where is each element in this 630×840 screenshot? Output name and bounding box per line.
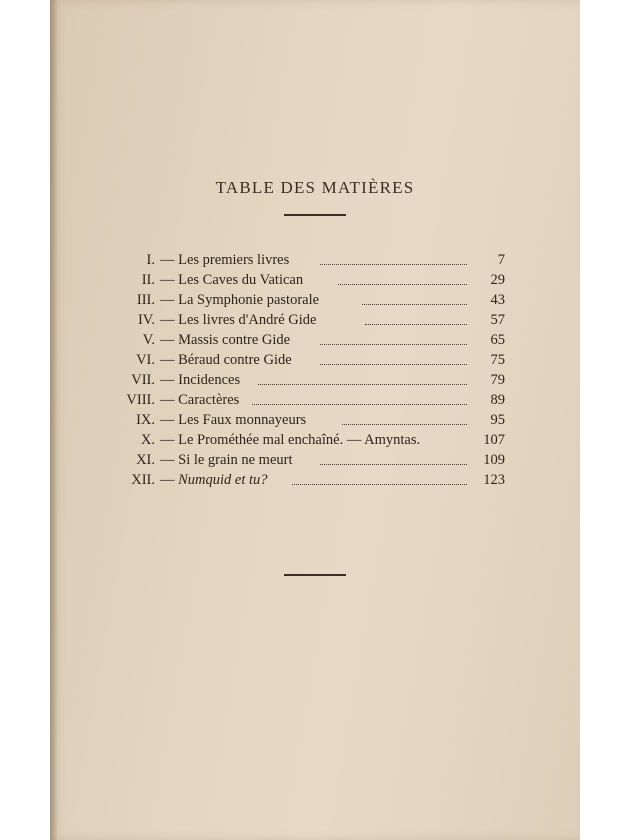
chapter-number: VI.	[136, 352, 155, 368]
chapter-number: II.	[141, 272, 155, 288]
chapter-title: — Caractères	[160, 392, 240, 408]
dot-leader	[320, 336, 467, 345]
toc-entry-5	[120, 330, 515, 350]
page-number: 7	[497, 252, 505, 268]
chapter-title: — La Symphonie pastorale	[160, 292, 320, 308]
toc-entry-3	[120, 290, 515, 310]
dot-leader	[320, 456, 467, 465]
chapter-title-italic: Numquid et tu?	[178, 472, 268, 488]
dot-leader	[258, 376, 467, 385]
dot-leader	[252, 396, 467, 405]
toc-entry-12	[120, 470, 515, 490]
chapter-title: — Incidences	[160, 372, 241, 388]
chapter-number: XII.	[131, 472, 155, 488]
dot-leader	[320, 256, 467, 265]
toc-entry-10	[120, 430, 515, 450]
page-number: 65	[490, 332, 505, 348]
chapter-title: — Les Caves du Vatican	[160, 272, 304, 288]
chapter-number: IX.	[136, 412, 155, 428]
page-number: 57	[490, 312, 505, 328]
chapter-number: VIII.	[126, 392, 155, 408]
page-number: 109	[483, 452, 505, 468]
toc-entry-8	[120, 390, 515, 410]
page-number: 79	[490, 372, 505, 388]
dot-leader	[292, 476, 467, 485]
dot-leader	[365, 316, 467, 325]
chapter-number: III.	[136, 292, 155, 308]
page-number: 123	[483, 472, 505, 488]
toc-entry-7	[120, 370, 515, 390]
page-number: 95	[490, 412, 505, 428]
chapter-number: IV.	[137, 312, 155, 328]
page-number: 29	[490, 272, 505, 288]
chapter-title	[160, 470, 268, 490]
page-number: 89	[490, 392, 505, 408]
chapter-number: XI.	[136, 452, 155, 468]
chapter-title: — Béraud contre Gide	[160, 352, 292, 368]
chapter-number: X.	[140, 432, 155, 448]
chapter-title: — Les Faux monnayeurs	[160, 412, 307, 428]
page-number: 75	[490, 352, 505, 368]
chapter-number: VII.	[131, 372, 155, 388]
title-rule	[284, 214, 346, 216]
chapter-title-dash: —	[160, 472, 175, 488]
toc-entry-11	[120, 450, 515, 470]
chapter-title: — Si le grain ne meurt	[160, 452, 293, 468]
spine-shadow	[50, 0, 58, 840]
toc-entry-1	[120, 250, 515, 270]
chapter-title: — Le Prométhée mal enchaîné. — Amyntas.	[160, 432, 421, 448]
chapter-title: — Les livres d'André Gide	[160, 312, 317, 328]
page-number: 107	[483, 432, 505, 448]
dot-leader	[320, 356, 467, 365]
toc-entry-4	[120, 310, 515, 330]
toc-entry-9	[120, 410, 515, 430]
closing-rule	[284, 574, 346, 576]
toc-title: TABLE DES MATIÈRES	[215, 178, 415, 197]
chapter-title: — Massis contre Gide	[160, 332, 291, 348]
chapter-number: I.	[146, 252, 155, 268]
toc-entry-2	[120, 270, 515, 290]
toc-entry-6	[120, 350, 515, 370]
page-number: 43	[490, 292, 505, 308]
table-of-contents	[120, 250, 515, 490]
chapter-title: — Les premiers livres	[160, 252, 290, 268]
dot-leader	[342, 416, 467, 425]
chapter-number: V.	[142, 332, 155, 348]
dot-leader	[338, 276, 467, 285]
dot-leader	[362, 296, 467, 305]
